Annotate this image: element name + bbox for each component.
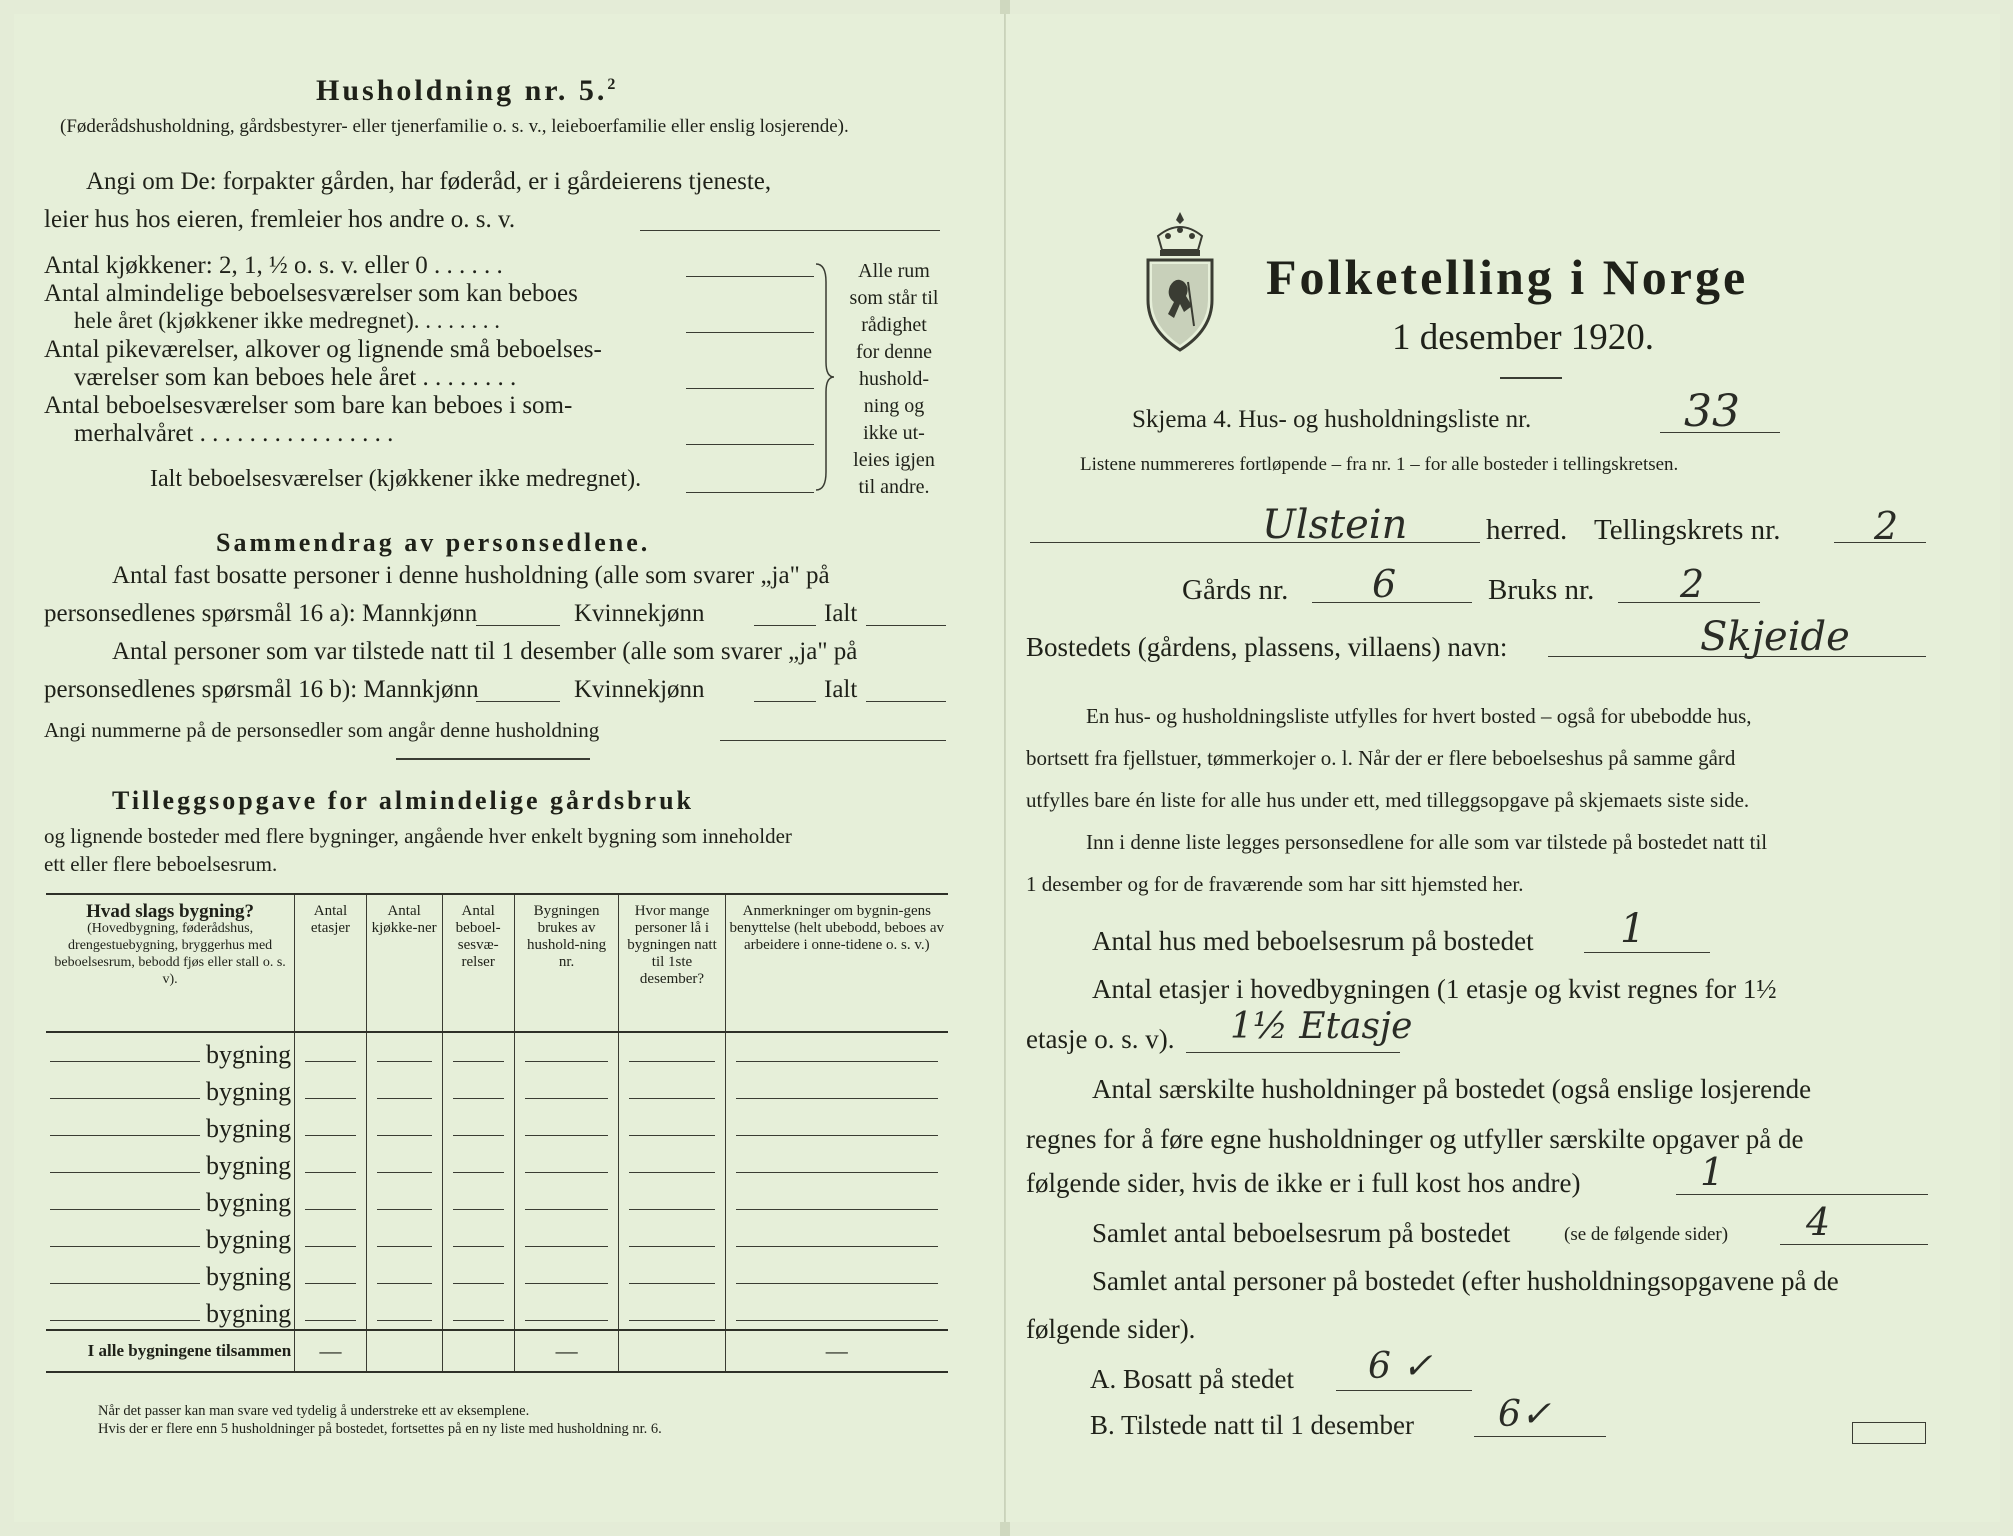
building-type-cell[interactable] — [46, 1181, 295, 1218]
table-cell[interactable] — [725, 1107, 948, 1144]
total-cell[interactable] — [619, 1330, 725, 1372]
summary-a-line-2: personsedlenes spørsmål 16 a): Mannkjønn — [44, 600, 478, 627]
table-cell[interactable] — [514, 1144, 619, 1181]
b-kvinne-answer[interactable] — [754, 701, 816, 702]
b-mann-answer[interactable] — [476, 701, 560, 702]
bosatt-label: A. Bosatt på stedet — [1090, 1364, 1294, 1394]
bracket-note-line: Alle rum — [858, 260, 930, 282]
table-cell[interactable] — [619, 1255, 725, 1292]
bosted-value: Skjeide — [1700, 614, 1850, 660]
column-header: Hvad slags bygning? (Hovedbygning, føderådshus, drengestuebygning, bryggerhus med beboelsesrum, bebodd fjøs eller stall o. s. v). — [46, 894, 295, 1032]
table-row — [46, 1107, 948, 1144]
building-label: bygning — [205, 1299, 292, 1328]
b-ialt-answer[interactable] — [866, 701, 946, 702]
a-kvinne-answer[interactable] — [754, 625, 816, 626]
table-cell[interactable] — [295, 1181, 367, 1218]
instruction-2: bortsett fra fjellstuer, tømmerkojer o. l. Når der er flere beboelseshus på samme gård — [1026, 746, 1736, 770]
table-row — [46, 1032, 948, 1070]
table-row — [46, 1181, 948, 1218]
table-cell[interactable] — [725, 1292, 948, 1330]
summary-heading: Sammendrag av personsedlene. — [216, 528, 651, 557]
building-type-cell[interactable] — [46, 1107, 295, 1144]
building-label: bygning — [205, 1077, 292, 1106]
table-cell[interactable] — [619, 1181, 725, 1218]
saerskilte-value: 1 — [1700, 1150, 1725, 1194]
table-row — [46, 1070, 948, 1107]
building-table — [46, 893, 948, 1373]
table-cell[interactable] — [514, 1107, 619, 1144]
nummer-answer[interactable] — [720, 740, 946, 741]
total-cell[interactable]: — — [725, 1330, 948, 1372]
samlet-rum-note: (se de følgende sider) — [1564, 1224, 1729, 1245]
tilstede-label: B. Tilstede natt til 1 desember — [1090, 1410, 1414, 1440]
table-cell[interactable] — [295, 1255, 367, 1292]
angi-line-2: leier hus hos eieren, fremleier hos andre o. s. v. — [44, 206, 516, 233]
footnote-2: Hvis der er flere enn 5 husholdninger på bostedet, fortsettes på en ny liste med husholdning nr. 6. — [98, 1421, 662, 1437]
samlet-personer-line-1: Samlet antal personer på bostedet (efter husholdningsopgavene på de — [1092, 1266, 1839, 1296]
saerskilte-line-3: følgende sider, hvis de ikke er i full kost hos andre) — [1026, 1168, 1581, 1198]
total-label: I alle bygningene tilsammen — [46, 1330, 295, 1372]
intro-note: (Føderådshusholdning, gårdsbestyrer- eller tjenerfamilie o. s. v., leieboerfamilie eller enslig losjerende). — [60, 116, 849, 137]
angi-line-1: Angi om De: forpakter gården, har føderåd, er i gårdeierens tjeneste, — [86, 168, 772, 195]
column-header: Anmerkninger om bygnin-gens benyttelse (helt ubebodd, beboes av arbeidere i onne-tidene o. s. v.) — [725, 894, 948, 1032]
table-cell[interactable] — [514, 1181, 619, 1218]
household-title: Husholdning nr. 5.$^2$ — [316, 74, 619, 107]
alm-label-2: hele året (kjøkkener ikke medregnet). . . . . . . . — [74, 308, 500, 333]
a-ialt-label: Ialt — [824, 600, 858, 627]
b-kvinne-label: Kvinnekjønn — [574, 676, 705, 703]
gards-value: 6 — [1372, 562, 1397, 606]
table-cell[interactable] — [442, 1070, 514, 1107]
table-row — [46, 1144, 948, 1181]
samlet-rum-value: 4 — [1806, 1200, 1831, 1244]
table-row — [46, 1292, 948, 1330]
footnote-1: Når det passer kan man svare ved tydelig å understreke ett av eksemplene. — [98, 1403, 530, 1419]
hus-value: 1 — [1620, 906, 1646, 952]
pike-answer[interactable] — [686, 388, 814, 389]
instruction-4: Inn i denne liste legges personsedlene for alle som var tilstede på bostedet natt til — [1086, 830, 1768, 854]
printer-stamp — [1852, 1422, 1926, 1444]
bracket-note-line: leies igjen — [853, 449, 935, 471]
building-type-cell[interactable] — [46, 1255, 295, 1292]
summary-b-line-2: personsedlenes spørsmål 16 b): Mannkjønn — [44, 676, 479, 703]
etasjer-line-2: etasje o. s. v). — [1026, 1024, 1175, 1054]
bracket-note-line: ikke ut- — [863, 422, 925, 444]
table-cell[interactable] — [295, 1218, 367, 1255]
skjema-label: Skjema 4. Hus- og husholdningsliste nr. — [1132, 406, 1532, 433]
table-cell[interactable] — [442, 1218, 514, 1255]
hus-answer-line[interactable] — [1584, 952, 1710, 953]
tillegg-line-2: ett eller flere beboelsesrum. — [44, 852, 278, 876]
table-cell[interactable] — [514, 1218, 619, 1255]
table-cell[interactable] — [366, 1032, 442, 1070]
tellingskrets-value: 2 — [1874, 504, 1899, 548]
total-cell[interactable] — [442, 1330, 514, 1372]
bracket-note-line: rådighet — [861, 314, 927, 336]
section-divider — [396, 758, 590, 760]
samlet-rum-answer-line[interactable] — [1780, 1244, 1928, 1245]
table-cell[interactable] — [442, 1144, 514, 1181]
building-label: bygning — [205, 1114, 292, 1143]
total-cell[interactable]: — — [295, 1330, 367, 1372]
table-cell[interactable] — [725, 1255, 948, 1292]
building-type-cell[interactable] — [46, 1144, 295, 1181]
table-cell[interactable] — [725, 1218, 948, 1255]
building-type-cell[interactable] — [46, 1218, 295, 1255]
table-cell[interactable] — [619, 1144, 725, 1181]
table-cell[interactable] — [725, 1181, 948, 1218]
table-cell[interactable] — [295, 1070, 367, 1107]
building-type-cell[interactable] — [46, 1032, 295, 1070]
building-type-cell[interactable] — [46, 1070, 295, 1107]
table-cell[interactable] — [442, 1255, 514, 1292]
column-header: Bygningen brukes av hushold-ning nr. — [514, 894, 619, 1032]
table-cell[interactable] — [442, 1107, 514, 1144]
ialt-rooms-answer[interactable] — [686, 492, 814, 493]
ialt-rooms-label: Ialt beboelsesværelser (kjøkkener ikke medregnet). — [150, 466, 642, 492]
kjokkener-label: Antal kjøkkener: 2, 1, ½ o. s. v. eller 0 . . . . . . — [44, 252, 503, 279]
herred-value: Ulstein — [1262, 502, 1408, 548]
nummer-label: Angi nummerne på de personsedler som angår denne husholdning — [44, 718, 600, 742]
table-cell[interactable] — [366, 1144, 442, 1181]
a-ialt-answer[interactable] — [866, 625, 946, 626]
column-header: Hvor mange personer lå i bygningen natt til 1ste desember? — [619, 894, 725, 1032]
instruction-5: 1 desember og for de fraværende som har sitt hjemsted her. — [1026, 872, 1524, 896]
bosatt-value: 6 ✓ — [1368, 1346, 1433, 1387]
bruks-label: Bruks nr. — [1488, 574, 1595, 606]
sommer-label-2: merhalvåret . . . . . . . . . . . . . . . . — [74, 420, 394, 447]
table-cell[interactable] — [295, 1032, 367, 1070]
etasjer-value: 1½ Etasje — [1230, 1006, 1413, 1047]
sommer-label-1: Antal beboelsesværelser som bare kan beboes i som- — [44, 392, 573, 419]
b-ialt-label: Ialt — [824, 676, 858, 703]
table-cell[interactable] — [366, 1292, 442, 1330]
alm-answer[interactable] — [686, 332, 814, 333]
building-label: bygning — [205, 1262, 292, 1291]
table-cell[interactable] — [619, 1070, 725, 1107]
tilstede-answer-line[interactable] — [1474, 1436, 1606, 1437]
total-cell[interactable] — [366, 1330, 442, 1372]
summary-a-line-1: Antal fast bosatte personer i denne husholdning (alle som svarer „ja" på — [112, 562, 830, 589]
tillegg-heading: Tilleggsopgave for almindelige gårdsbruk — [112, 786, 695, 815]
kjokkener-answer[interactable] — [686, 276, 814, 277]
samlet-personer-line-2: følgende sider). — [1026, 1314, 1196, 1344]
bracket-note-line: ning og — [863, 395, 925, 417]
table-cell[interactable] — [366, 1218, 442, 1255]
table-cell[interactable] — [725, 1070, 948, 1107]
table-cell[interactable] — [725, 1032, 948, 1070]
table-cell[interactable] — [442, 1032, 514, 1070]
table-cell[interactable] — [514, 1292, 619, 1330]
building-label: bygning — [205, 1151, 292, 1180]
table-cell[interactable] — [514, 1032, 619, 1070]
table-cell[interactable] — [619, 1032, 725, 1070]
table-cell[interactable] — [514, 1255, 619, 1292]
census-date: 1 desember 1920. — [1392, 317, 1655, 358]
a-kvinne-label: Kvinnekjønn — [574, 600, 705, 627]
title-rule — [1500, 377, 1562, 379]
sommer-answer[interactable] — [686, 444, 814, 445]
angi-answer-line[interactable] — [640, 230, 940, 231]
herred-label: herred. — [1486, 514, 1568, 546]
table-cell[interactable] — [366, 1107, 442, 1144]
table-cell[interactable] — [366, 1181, 442, 1218]
table-cell[interactable] — [619, 1107, 725, 1144]
table-cell[interactable] — [366, 1070, 442, 1107]
column-header: Antal etasjer — [295, 894, 367, 1032]
samlet-rum-label: Samlet antal beboelsesrum på bostedet — [1092, 1218, 1511, 1248]
table-row — [46, 1255, 948, 1292]
saerskilte-line-2: regnes for å føre egne husholdninger og utfyller særskilte opgaver på de — [1026, 1124, 1804, 1154]
tillegg-line-1: og lignende bosteder med flere bygninger, angående hver enkelt bygning som inneholder — [44, 824, 792, 848]
building-type-cell[interactable] — [46, 1292, 295, 1330]
table-cell[interactable] — [619, 1218, 725, 1255]
bosatt-answer-line[interactable] — [1336, 1390, 1472, 1391]
saerskilte-answer-line[interactable] — [1676, 1194, 1928, 1195]
herred-answer-line[interactable] — [1030, 542, 1480, 543]
table-cell[interactable] — [725, 1144, 948, 1181]
tellingskrets-label: Tellingskrets nr. — [1594, 514, 1781, 546]
coat-of-arms-icon — [1142, 206, 1218, 356]
skjema-nr-value: 33 — [1684, 386, 1740, 437]
column-header: Antal beboel-sesvæ-relser — [442, 894, 514, 1032]
pike-label-2: værelser som kan beboes hele året . . . . . . . . — [74, 364, 517, 391]
census-title: Folketelling i Norge — [1266, 249, 1749, 305]
summary-b-line-1: Antal personer som var tilstede natt til 1 desember (alle som svarer „ja" på — [112, 638, 858, 665]
etasjer-answer-line[interactable] — [1186, 1052, 1400, 1053]
bracket-brace — [812, 262, 836, 492]
instruction-1: En hus- og husholdningsliste utfylles for hvert bosted – også for ubebodde hus, — [1086, 704, 1752, 728]
etasjer-line-1: Antal etasjer i hovedbygningen (1 etasje og kvist regnes for 1½ — [1092, 974, 1777, 1004]
gards-label: Gårds nr. — [1182, 574, 1289, 606]
building-label: bygning — [205, 1188, 292, 1217]
column-header: Antal kjøkke-ner — [366, 894, 442, 1032]
bracket-note-line: for denne — [855, 341, 933, 363]
bracket-note-line: til andre. — [858, 476, 930, 498]
tilstede-value: 6✓ — [1498, 1394, 1552, 1435]
a-mann-answer[interactable] — [476, 625, 560, 626]
bracket-note-line: hushold- — [859, 368, 929, 390]
table-cell[interactable] — [619, 1292, 725, 1330]
bracket-note — [838, 258, 950, 501]
table-cell[interactable] — [442, 1292, 514, 1330]
listene-note: Listene nummereres fortløpende – fra nr. 1 – for alle bosteder i tellingskretsen. — [1080, 454, 1679, 475]
pike-label-1: Antal pikeværelser, alkover og lignende små beboelses- — [44, 336, 602, 363]
table-cell[interactable] — [295, 1107, 367, 1144]
total-cell[interactable]: — — [514, 1330, 619, 1372]
bosted-label: Bostedets (gårdens, plassens, villaens) navn: — [1026, 632, 1508, 662]
building-label: bygning — [205, 1225, 292, 1254]
table-cell[interactable] — [295, 1144, 367, 1181]
saerskilte-line-1: Antal særskilte husholdninger på bostedet (også enslige losjerende — [1092, 1074, 1812, 1104]
instruction-3: utfylles bare én liste for alle hus under ett, med tilleggsopgave på skjemaets siste side. — [1026, 788, 1750, 812]
bruks-value: 2 — [1680, 562, 1705, 606]
table-cell[interactable] — [366, 1255, 442, 1292]
table-row — [46, 1218, 948, 1255]
alm-label-1: Antal almindelige beboelsesværelser som kan beboes — [44, 280, 578, 307]
table-cell[interactable] — [442, 1181, 514, 1218]
bracket-note-line: som står til — [849, 287, 939, 309]
hus-label: Antal hus med beboelsesrum på bostedet — [1092, 926, 1534, 956]
building-label: bygning — [205, 1040, 292, 1069]
table-cell[interactable] — [514, 1070, 619, 1107]
table-cell[interactable] — [295, 1292, 367, 1330]
